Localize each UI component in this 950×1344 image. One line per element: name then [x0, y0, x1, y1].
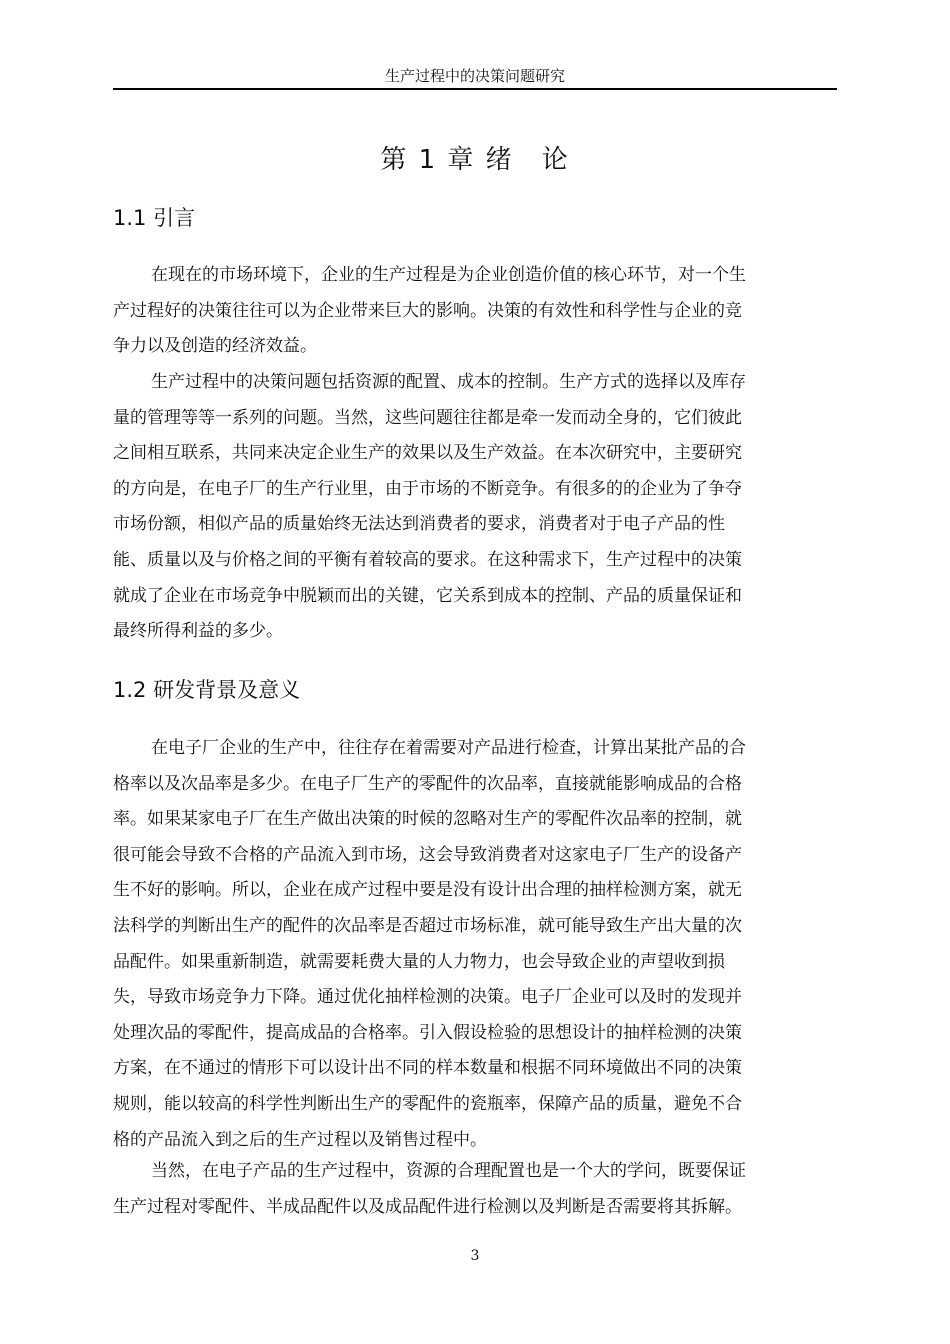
paragraph-line: 在电子厂企业的生产中，往往存在着需要对产品进行检查，计算出某批产品的合 — [151, 738, 746, 758]
paragraph-line: 生产过程中的决策问题包括资源的配置、成本的控制。生产方式的选择以及库存 — [151, 372, 746, 392]
paragraph — [113, 365, 837, 650]
paragraph-line: 在现在的市场环境下，企业的生产过程是为企业创造价值的核心环节，对一个生 — [151, 265, 746, 285]
paragraph-line: 格的产品流入到之后的生产过程以及销售过程中。 — [113, 1129, 487, 1150]
paragraph-line: 方案，在不通过的情形下可以设计出不同的样本数量和根据不同环境做出不同的决策 — [113, 1058, 742, 1079]
paragraph — [113, 258, 837, 365]
paragraph-line: 处理次品的零配件，提高成品的合格率。引入假设检验的思想设计的抽样检测的决策 — [113, 1022, 742, 1043]
running-header: 生产过程中的决策问题研究 — [384, 67, 565, 85]
paragraph-line: 产过程好的决策往往可以为企业带来巨大的影响。决策的有效性和科学性与企业的竞 — [113, 300, 742, 321]
paragraph-line: 争力以及创造的经济效益。 — [113, 336, 317, 357]
page-number: 3 — [470, 1248, 480, 1264]
paragraph — [113, 1154, 837, 1225]
paragraph-line: 的方向是，在电子厂的生产行业里，由于市场的不断竞争。有很多的的企业为了争夺 — [113, 478, 742, 499]
paragraph-line: 品配件。如果重新制造，就需要耗费大量的人力物力，也会导致企业的声望收到损 — [113, 951, 725, 972]
paragraph-line: 市场份额，相似产品的质量始终无法达到消费者的要求，消费者对于电子产品的性 — [113, 514, 725, 535]
chapter-title: 第 1 章 绪 论 — [380, 145, 570, 175]
paragraph-line: 之间相互联系，共同来决定企业生产的效果以及生产效益。在本次研究中，主要研究 — [113, 443, 742, 464]
paragraph-line: 生产过程对零配件、半成品配件以及成品配件进行检测以及判断是否需要将其拆解。 — [113, 1196, 742, 1217]
paragraph-line: 就成了企业在市场竞争中脱颖而出的关键，它关系到成本的控制、产品的质量保证和 — [113, 585, 742, 606]
paragraph-line: 失，导致市场竞争力下降。通过优化抽样检测的决策。电子厂企业可以及时的发现并 — [113, 987, 742, 1008]
section-heading-1-2: 1.2 研发背景及意义 — [113, 678, 301, 702]
paragraph-line: 格率以及次品率是多少。在电子厂生产的零配件的次品率，直接就能影响成品的合格 — [113, 773, 742, 794]
paragraph-line: 很可能会导致不合格的产品流入到市场，这会导致消费者对这家电子厂生产的设备产 — [113, 844, 742, 865]
paragraph-line: 生不好的影响。所以，企业在成产过程中要是没有设计出合理的抽样检测方案，就无 — [113, 880, 742, 901]
paragraph-line: 率。如果某家电子厂在生产做出决策的时候的忽略对生产的零配件次品率的控制，就 — [113, 809, 742, 830]
paragraph-line: 能、质量以及与价格之间的平衡有着较高的要求。在这种需求下，生产过程中的决策 — [113, 549, 742, 570]
paragraph-line: 法科学的判断出生产的配件的次品率是否超过市场标准，就可能导致生产出大量的次 — [113, 915, 742, 936]
paragraph-line: 最终所得利益的多少。 — [113, 621, 283, 642]
paragraph-line: 量的管理等等一系列的问题。当然，这些问题往往都是牵一发而动全身的，它们彼此 — [113, 407, 742, 428]
paragraph-line: 当然，在电子产品的生产过程中，资源的合理配置也是一个大的学问，既要保证 — [151, 1161, 746, 1181]
paragraph — [113, 731, 837, 1158]
header-divider — [113, 88, 837, 90]
paragraph-line: 规则，能以较高的科学性判断出生产的零配件的瓷瓶率，保障产品的质量，避免不合 — [113, 1093, 742, 1114]
section-heading-1-1: 1.1 引言 — [113, 206, 196, 230]
